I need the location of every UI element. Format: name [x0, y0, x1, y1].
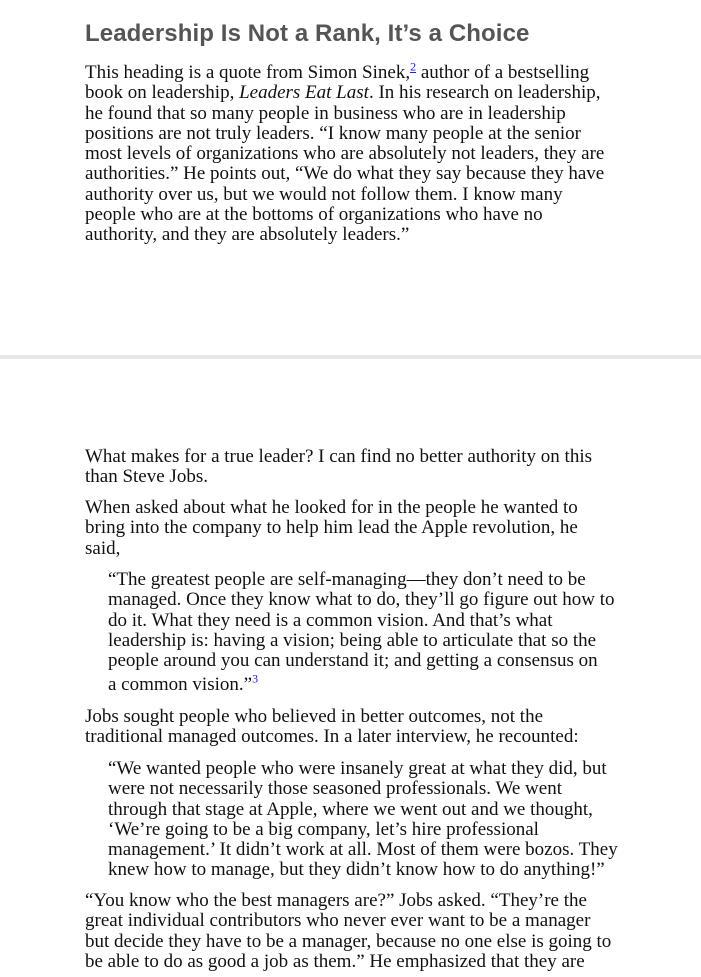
text-line: do it. What they need is a common vision. And that’s what: [108, 609, 553, 631]
paragraph-best-managers: [85, 891, 655, 972]
text-span: a common vision.”: [108, 674, 253, 696]
text-line: positions are not truly leaders. “I know many people at the senior: [85, 122, 581, 144]
text-line: [85, 83, 655, 103]
book-title: Leaders Eat Last: [239, 82, 369, 104]
text-line: said,: [85, 537, 121, 559]
text-line: he found that so many people in business who are in leadership: [85, 102, 566, 124]
text-line: managed. Once they know what to do, they’ll go figure out how to: [108, 589, 615, 611]
text-line: [108, 672, 653, 696]
text-line: bring into the company to help him lead the Apple revolution, he: [85, 517, 578, 539]
paragraph-true-leader: [85, 447, 655, 488]
text-line: leadership is: having a vision; being able to articulate that so the: [108, 629, 597, 651]
text-line: authority over us, but we would not follow them. I know many: [85, 183, 563, 205]
text-line: great individual contributors who never ever want to be a manager: [85, 910, 591, 932]
text-line: management.’ It didn’t work at all. Most of them were bozos. They: [108, 839, 618, 861]
paragraph-sinek: [85, 59, 655, 246]
text-line: through that stage at Apple, where we went out and we thought,: [108, 798, 593, 820]
text-line: What makes for a true leader? I can find no better authority on this: [85, 446, 592, 467]
text-line: authorities.” He points out, “We do what they say because they have: [85, 163, 605, 185]
footnote-link-3[interactable]: 3: [252, 672, 259, 687]
text-line: than Steve Jobs.: [85, 466, 208, 488]
page-2: [0, 359, 701, 977]
text-line: knew how to manage, but they didn’t know how to do anything!”: [108, 859, 605, 881]
page-1: [0, 0, 701, 355]
footnote-link-2[interactable]: 2: [410, 59, 417, 74]
text-span: author of a bestselling: [416, 62, 590, 83]
text-line: authority, and they are absolutely leaders.”: [85, 224, 410, 246]
blockquote-insanely-great: [108, 759, 653, 881]
text-line: people who are at the bottoms of organizations who have no: [85, 204, 543, 226]
text-line: When asked about what he looked for in the people he wanted to: [85, 497, 578, 518]
text-line: ‘We’re going to be a big company, let’s hire professional: [108, 818, 539, 840]
text-line: “The greatest people are self-managing—they don’t need to be: [108, 569, 586, 590]
text-line: Jobs sought people who believed in better outcomes, not the: [85, 706, 544, 727]
section-heading: Leadership Is Not a Rank, It’s a Choice: [85, 20, 530, 47]
blockquote-self-managing: [108, 570, 653, 696]
text-line: [85, 59, 655, 83]
text-line: “You know who the best managers are?” Jobs asked. “They’re the: [85, 890, 587, 911]
text-span: This heading is a quote from Simon Sinek,: [85, 62, 411, 83]
paragraph-asked: [85, 498, 655, 559]
text-line: but decide they have to be a manager, because no one else is going to: [85, 930, 612, 952]
text-line: people around you can understand it; and getting a consensus on: [108, 650, 598, 672]
text-line: traditional managed outcomes. In a later interview, he recounted:: [85, 726, 579, 748]
text-line: “We wanted people who were insanely great at what they did, but: [108, 758, 607, 779]
text-line: most levels of organizations who are absolutely not leaders, they are: [85, 143, 605, 165]
paragraph-jobs-sought: [85, 707, 655, 748]
text-line: were not necessarily those seasoned professionals. We went: [108, 778, 562, 800]
text-line: be able to do as good a job as them.” He emphasized that they are: [85, 950, 585, 972]
text-span: book on leadership,: [85, 82, 240, 104]
text-span: . In his research on leadership,: [368, 82, 601, 104]
